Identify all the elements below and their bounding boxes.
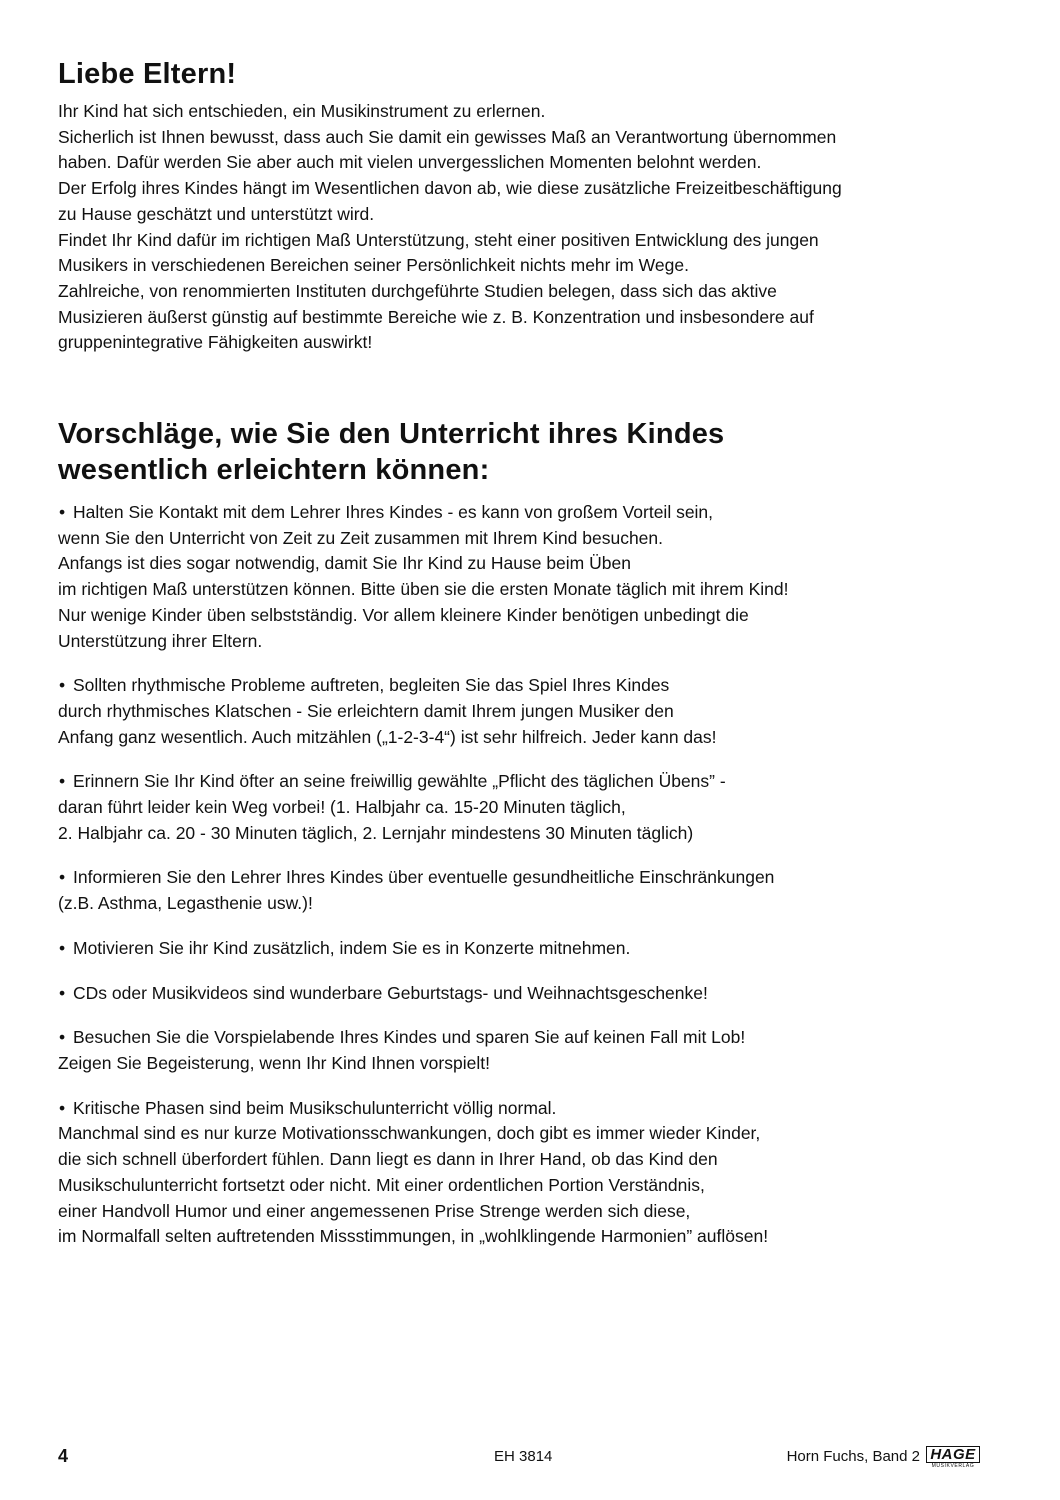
book-series: Horn Fuchs, Band 2: [786, 1448, 920, 1465]
suggestion-line: • Motivieren Sie ihr Kind zusätzlich, indem Sie es in Konzerte mitnehmen.: [58, 936, 1018, 962]
suggestion-line: im Normalfall selten auftretenden Missstimmungen, in „wohlklingende Harmonien” auflösen!: [58, 1226, 769, 1247]
suggestion-line: die sich schnell überfordert fühlen. Dann liegt es dann in Ihrer Hand, ob das Kind den: [58, 1149, 718, 1170]
suggestion-item: [58, 1025, 1018, 1076]
suggestion-item: [58, 769, 1018, 846]
suggestion-line: im richtigen Maß unterstützen können. Bitte üben sie die ersten Monate täglich mit ihrem Kind!: [58, 579, 789, 600]
suggestion-item: [58, 865, 1018, 916]
intro-line: Musikers in verschiedenen Bereichen seiner Persönlichkeit nichts mehr im Wege.: [58, 255, 689, 276]
logo-sub: MUSIKVERLAG: [931, 1463, 975, 1469]
suggestion-line: • Besuchen Sie die Vorspielabende Ihres Kindes und sparen Sie auf keinen Fall mit Lob!: [58, 1025, 1018, 1051]
suggestion-item: [58, 673, 1018, 750]
heading-line: Vorschläge, wie Sie den Unterricht ihres Kindes: [58, 418, 725, 451]
suggestion-line: • CDs oder Musikvideos sind wunderbare Geburtstags- und Weihnachtsgeschenke!: [58, 981, 1018, 1007]
page-content: [58, 58, 1018, 1269]
intro-line: zu Hause geschätzt und unterstützt wird.: [58, 203, 375, 224]
logo-word: HAGE: [926, 1446, 979, 1463]
suggestion-line: Unterstützung ihrer Eltern.: [58, 630, 263, 651]
suggestion-line: Musikschulunterricht fortsetzt oder nicht. Mit einer ordentlichen Portion Verständnis,: [58, 1174, 705, 1195]
suggestion-list: [58, 500, 1018, 1250]
intro-line: Musizieren äußerst günstig auf bestimmte Bereiche wie z. B. Konzentration und insbesondere auf: [58, 306, 814, 327]
intro-line: Findet Ihr Kind dafür im richtigen Maß Unterstützung, steht einer positiven Entwicklung des jungen: [58, 229, 819, 250]
suggestion-line: Anfangs ist dies sogar notwendig, damit Sie Ihr Kind zu Hause beim Üben: [58, 553, 631, 574]
suggestion-line: Anfang ganz wesentlich. Auch mitzählen („1-2-3-4“) ist sehr hilfreich. Jeder kann das!: [58, 726, 717, 747]
intro-line: Ihr Kind hat sich entschieden, ein Musikinstrument zu erlernen.: [58, 101, 546, 121]
intro-line: haben. Dafür werden Sie aber auch mit vielen unvergesslichen Momenten belohnt werden.: [58, 152, 762, 173]
edition-code: EH 3814: [494, 1448, 553, 1465]
suggestion-item: [58, 1096, 1018, 1250]
intro-line: gruppenintegrative Fähigkeiten auswirkt!: [58, 332, 373, 353]
suggestion-line: • Erinnern Sie Ihr Kind öfter an seine freiwillig gewählte „Pflicht des täglichen Übens” -: [58, 769, 1018, 795]
heading-line: wesentlich erleichtern können:: [58, 454, 490, 487]
suggestion-line: wenn Sie den Unterricht von Zeit zu Zeit zusammen mit Ihrem Kind besuchen.: [58, 527, 663, 548]
heading-liebe-eltern: Liebe Eltern!: [58, 58, 237, 90]
intro-line: Sicherlich ist Ihnen bewusst, dass auch Sie damit ein gewisses Maß an Verantwortung übernommen: [58, 126, 837, 147]
suggestion-line: daran führt leider kein Weg vorbei! (1. Halbjahr ca. 15-20 Minuten täglich,: [58, 797, 626, 818]
suggestion-line: Manchmal sind es nur kurze Motivationsschwankungen, doch gibt es immer wieder Kinder,: [58, 1123, 761, 1144]
suggestion-item: [58, 936, 1018, 962]
suggestion-line: (z.B. Asthma, Legasthenie usw.)!: [58, 893, 313, 914]
heading-vorschlaege: [58, 416, 1018, 488]
page-footer: [58, 1446, 980, 1474]
suggestion-line: • Sollten rhythmische Probleme auftreten, begleiten Sie das Spiel Ihres Kindes: [58, 673, 1018, 699]
suggestion-line: • Halten Sie Kontakt mit dem Lehrer Ihres Kindes - es kann von großem Vorteil sein,: [58, 500, 1018, 526]
intro-line: Zahlreiche, von renommierten Instituten durchgeführte Studien belegen, dass sich das aktive: [58, 280, 777, 301]
hage-logo: [926, 1446, 980, 1468]
intro-paragraph: [58, 99, 1018, 356]
suggestion-line: • Kritische Phasen sind beim Musikschulunterricht völlig normal.: [58, 1096, 1018, 1122]
suggestion-line: • Informieren Sie den Lehrer Ihres Kindes über eventuelle gesundheitliche Einschränkungen: [58, 865, 1018, 891]
suggestion-line: 2. Halbjahr ca. 20 - 30 Minuten täglich, 2. Lernjahr mindestens 30 Minuten täglich): [58, 822, 694, 843]
suggestion-item: [58, 500, 1018, 654]
suggestion-line: Zeigen Sie Begeisterung, wenn Ihr Kind Ihnen vorspielt!: [58, 1052, 490, 1073]
suggestion-item: [58, 981, 1018, 1007]
suggestion-line: Nur wenige Kinder üben selbstständig. Vor allem kleinere Kinder benötigen unbedingt die: [58, 604, 749, 625]
suggestion-line: durch rhythmisches Klatschen - Sie erleichtern damit Ihrem jungen Musiker den: [58, 700, 674, 721]
suggestion-line: einer Handvoll Humor und einer angemessenen Prise Strenge werden sich diese,: [58, 1200, 691, 1221]
page-number: 4: [58, 1446, 69, 1466]
intro-line: Der Erfolg ihres Kindes hängt im Wesentlichen davon ab, wie diese zusätzliche Freizeitbeschäftigung: [58, 178, 842, 199]
